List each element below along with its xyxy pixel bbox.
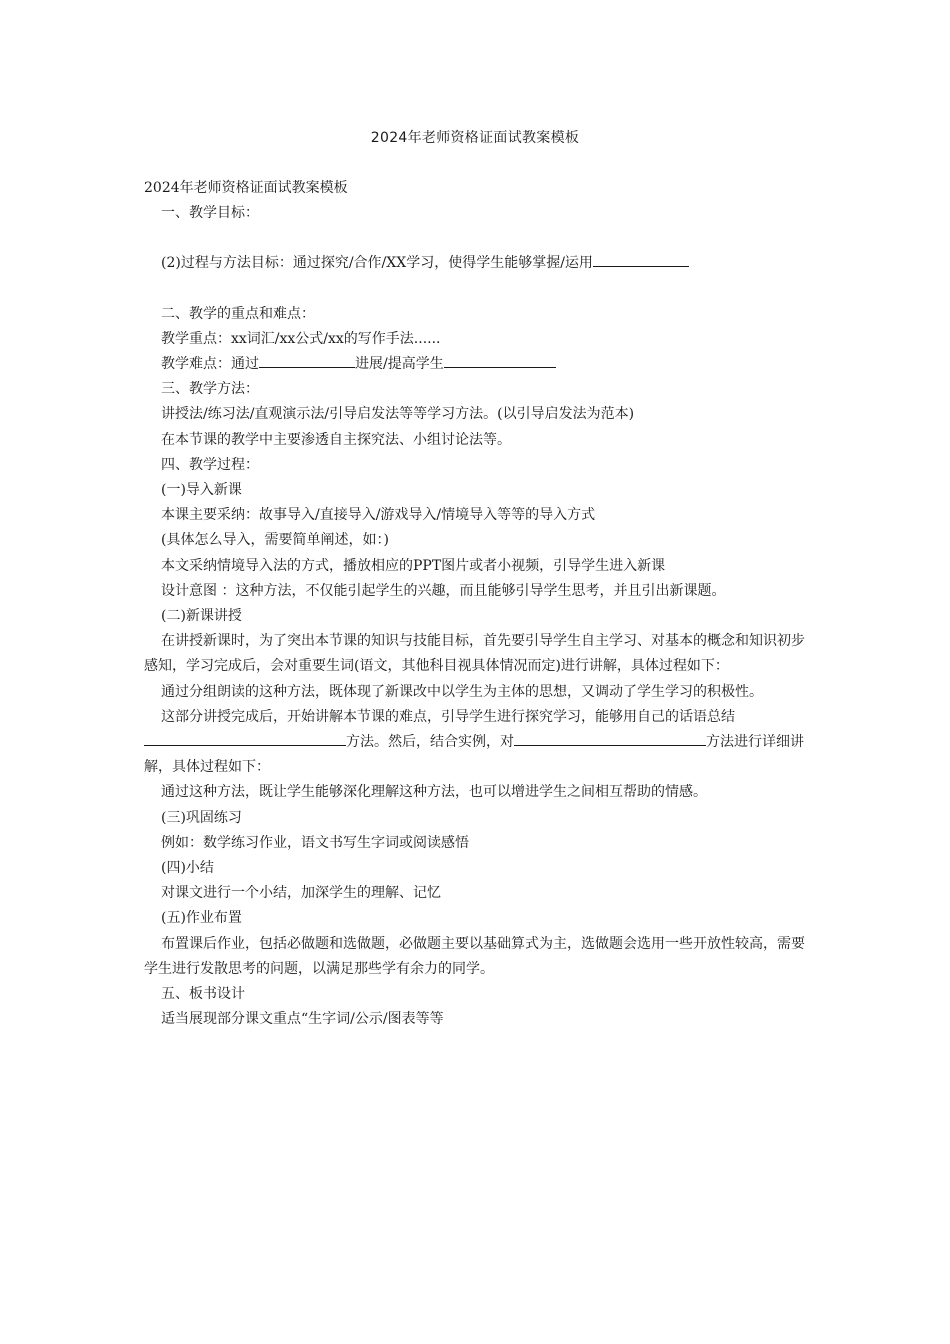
spacer bbox=[144, 226, 808, 251]
teaching-difficulty bbox=[144, 352, 808, 377]
practice-example: 例如：数学练习作业，语文书写生字词或阅读感悟 bbox=[161, 834, 469, 851]
document-body bbox=[144, 176, 808, 1033]
board-design-text: 适当展现部分课文重点“生字词/公示/图表等等 bbox=[161, 1011, 444, 1028]
subsection-intro: (一)导入新课 bbox=[161, 482, 242, 499]
para-3-text-a: 这部分讲授完成后，开始讲解本节课的难点，引导学生进行探究学习，能够用自己的话语总结 bbox=[161, 708, 735, 725]
fill-blank bbox=[514, 731, 706, 746]
section-board-design: 五、板书设计 bbox=[161, 986, 245, 1003]
section-key-points: 二、教学的重点和难点： bbox=[161, 305, 315, 322]
new-lesson-para-2: 通过分组朗读的这种方法，既体现了新课改中以学生为主体的思想，又调动了学生学习的积极性。 bbox=[161, 683, 763, 700]
intro-methods: 本课主要采纳：故事导入/直接导入/游戏导入/情境导入等等的导入方式 bbox=[161, 507, 596, 524]
new-lesson-para-1: 在讲授新课时，为了突出本节课的知识与技能目标，首先要引导学生自主学习、对基本的概念和知识初步感知，学习完成后，会对重要生词(语文，其他科目视具体情况而定)进行讲解，具体过程如下： bbox=[144, 633, 805, 675]
new-lesson-para-4: 通过这种方法，既让学生能够深化理解这种方法，也可以增进学生之间相互帮助的情感。 bbox=[161, 784, 707, 801]
doc-heading: 2024年老师资格证面试教案模板 bbox=[144, 180, 348, 196]
subsection-homework: (五)作业布置 bbox=[161, 910, 242, 927]
para-3-text-b: 方法。然后，结合实例，对 bbox=[346, 734, 514, 751]
fill-blank bbox=[444, 353, 556, 368]
subsection-new-lesson: (二)新课讲授 bbox=[161, 608, 242, 625]
methods-list: 讲授法/练习法/直观演示法/引导启发法等等学习方法。(以引导启发法为范本) bbox=[161, 406, 635, 423]
methods-focus: 在本节课的教学中主要渗透自主探究法、小组讨论法等。 bbox=[161, 431, 511, 448]
homework-text: 布置课后作业，包括必做题和选做题，必做题主要以基础算式为主，选做题会选用一些开放性较高，需要学生进行发散思考的问题，以满足那些学有余力的同学。 bbox=[144, 935, 805, 977]
section-objectives: 一、教学目标： bbox=[161, 205, 259, 222]
difficulty-text-a: 教学难点：通过 bbox=[161, 356, 259, 373]
intro-note: (具体怎么导入，需要简单阐述，如：) bbox=[161, 532, 389, 549]
fill-blank bbox=[259, 353, 355, 368]
fill-blank bbox=[593, 252, 689, 267]
section-methods: 三、教学方法： bbox=[161, 381, 259, 398]
para-3-text-c: 方法进行详细讲解，具体过程如下： bbox=[144, 734, 804, 776]
section-process: 四、教学过程： bbox=[161, 456, 259, 473]
difficulty-text-b: 进展/提高学生 bbox=[355, 356, 444, 373]
subsection-practice: (三)巩固练习 bbox=[161, 809, 242, 826]
teaching-focus: 教学重点：xx词汇/xx公式/xx的写作手法...... bbox=[161, 330, 441, 347]
fill-blank bbox=[144, 731, 346, 746]
summary-text: 对课文进行一个小结，加深学生的理解、记忆 bbox=[161, 885, 441, 902]
document-title: 2024年老师资格证面试教案模板 bbox=[370, 130, 580, 146]
subsection-summary: (四)小结 bbox=[161, 860, 214, 877]
design-intent: 设计意图 ：这种方法，不仅能引起学生的兴趣，而且能够引导学生思考，并且引出新课题。 bbox=[161, 582, 726, 599]
process-method-goal bbox=[144, 251, 808, 276]
spacer bbox=[144, 277, 808, 302]
new-lesson-para-3 bbox=[144, 705, 808, 781]
process-method-text: (2)过程与方法目标：通过探究/合作/XX学习，使得学生能够掌握/运用 bbox=[161, 255, 593, 272]
intro-example: 本文采纳情境导入法的方式，播放相应的PPT图片或者小视频，引导学生进入新课 bbox=[161, 557, 666, 574]
